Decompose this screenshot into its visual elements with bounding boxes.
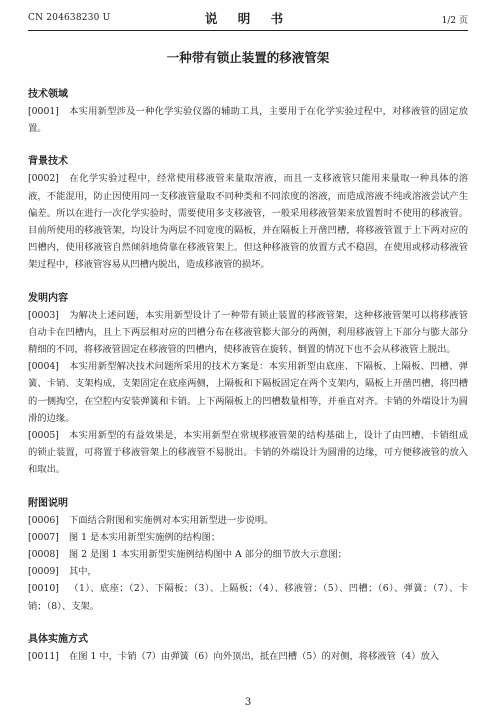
page-header: [28, 9, 468, 27]
paragraph-number: [0006]: [28, 514, 59, 526]
paragraph-0008: [28, 546, 468, 563]
paragraph-0010: [28, 580, 468, 614]
paragraph-text: 本实用新型的有益效果是，本实用新型在常规移液管架的结构基础上，设计了由凹槽、卡销组成的锁止装置，可将置于移液管架上的移液管不易脱出。卡销的外端设计为圆滑的边缘，可方便移液管的放入和取出。: [28, 430, 468, 476]
paragraph-text: 在化学实验过程中，经常使用移液管来量取溶液，而且一支移液管只能用来量取一种具体的溶液，不能混用，防止因使用同一支移液管量取不同种类和不同浓度的溶液，而造成溶液不纯或溶液尝试产生偏差。所以在进行一次化学实验时，需要使用多支移液管，一般采用移液管架来放置暂时不使用的移液管。目前所使用的移液管架，均设计为两层不同宽度的隔板，并在隔板上开凿凹槽，将移液管置于上下两对应的凹槽内，使用移液管自然倾斜地倚靠在移液管架上。但这种移液管的放置方式不稳固，在使用或移动移液管架过程中，移液管容易从凹槽内脱出，造成移液管的损坏。: [28, 173, 468, 271]
paragraph-text: 下面结合附图和实施例对本实用新型进一步说明。: [68, 514, 274, 526]
paragraph-0001: [28, 103, 468, 137]
paragraph-number: [0007]: [28, 531, 59, 543]
paragraph-number: [0005]: [28, 430, 59, 442]
paragraph-0004: [28, 358, 468, 427]
section-heading-drawings: 附图说明: [28, 497, 68, 509]
paragraph-text: 为解决上述问题，本实用新型设计了一种带有锁止装置的移液管架，这种移液管架可以将移液管自动卡在凹槽内，且上下两层相对应的凹槽分布在移液管膨大部分的两侧，利用移液管上下部分与膨大部分精细的不同，将移液管固定在移液管的凹槽内，使移液管在旋转、倒置的情况下也不会从移液管上脱出。: [28, 309, 468, 356]
paragraph-number: [0010]: [28, 583, 59, 595]
paragraph-text: 其中，: [68, 566, 97, 578]
document-type: 说 明 书: [204, 11, 292, 26]
paragraph-text: 图 2 是图 1 本实用新型实施例结构图中 A 部分的细节放大示意图；: [68, 549, 347, 561]
page-number: 3: [244, 697, 252, 708]
paragraph-0006: [28, 512, 468, 529]
paragraph-text: 本实用新型涉及一种化学实验仪器的辅助工具，主要用于在化学实验过程中，对移液管的固定放置。: [28, 106, 468, 135]
paragraph-number: [0003]: [28, 309, 59, 321]
paragraph-number: [0009]: [28, 566, 59, 578]
paragraph-0009: [28, 563, 468, 580]
paragraph-0003: [28, 307, 468, 359]
patent-number: CN 204638230 U: [28, 13, 111, 23]
section-heading-summary: 发明内容: [28, 292, 68, 304]
paragraph-number: [0001]: [28, 106, 59, 117]
document-body: [28, 87, 468, 665]
paragraph-number: [0002]: [28, 173, 59, 185]
paragraph-number: [0011]: [28, 650, 59, 662]
paragraph-text: 本实用新型解决技术问题所采用的技术方案是：本实用新型由底座、下隔板、上隔板、凹槽、弹簧、卡销、支架构成，支架固定在底座两侧，上隔板和下隔板固定在两个支架内，隔板上开凿凹槽，将凹槽的一侧掏空，在空腔内安装弹簧和卡销。上下两隔板上的凹槽数量相等，并垂直对齐。卡销的外端设计为圆滑的边缘。: [28, 361, 468, 424]
paragraph-number: [0008]: [28, 549, 59, 561]
paragraph-text: 在图 1 中，卡销（7）由弹簧（6）向外顶出，抵在凹槽（5）的对侧，将移液管（4）放入: [68, 650, 440, 662]
document-title: 一种带有锁止装置的移液管架: [166, 50, 330, 65]
header-divider: [28, 30, 468, 31]
paragraph-text: 图 1 是本实用新型实施例的结构图；: [68, 531, 221, 543]
paragraph-0007: [28, 529, 468, 546]
paragraph-0002: [28, 170, 468, 273]
page-indicator: 1/2 页: [441, 16, 468, 26]
section-heading-tech-field: 技术领域: [28, 89, 68, 100]
paragraph-number: [0004]: [28, 361, 59, 373]
section-heading-background: 背景技术: [28, 156, 68, 168]
paragraph-0005: [28, 427, 468, 479]
paragraph-0011: [28, 648, 468, 665]
paragraph-text: （1）、底座；（2）、下隔板；（3）、上隔板；（4）、移液管；（5）、凹槽；（6）、弹簧；（7）、卡销；（8）、支架。: [28, 583, 468, 612]
section-heading-embodiment: 具体实施方式: [28, 633, 88, 645]
